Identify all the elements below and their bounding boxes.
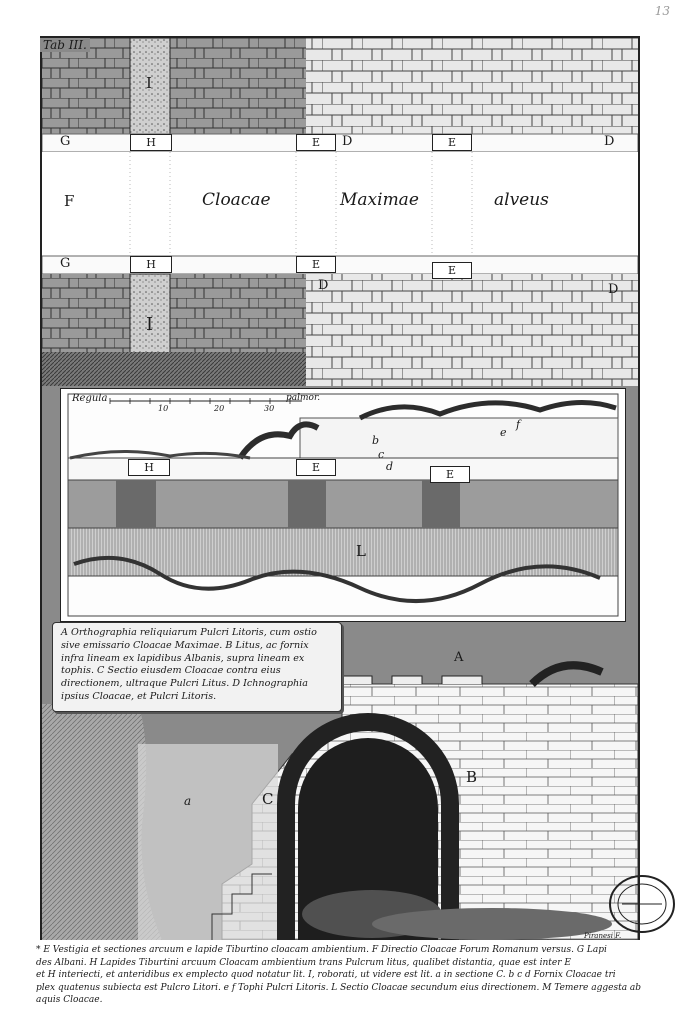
section-drawing bbox=[60, 388, 626, 622]
section-label-h: H bbox=[128, 459, 170, 476]
caption-line-3: et H interiecti, et anteridibus ex emplecto quod notatur lit. I, roborati, ut videre est lit. a in sectione C. b c d Fornix Cloacae tri bbox=[36, 970, 616, 980]
plan-label-h-bottom: H bbox=[130, 256, 172, 273]
plan-label-e-top-2: E bbox=[432, 134, 472, 151]
section-label-l: L bbox=[356, 542, 366, 560]
plan-drawing bbox=[42, 38, 638, 386]
engraved-plate bbox=[40, 36, 640, 940]
plan-label-d-bottom-1: D bbox=[318, 278, 329, 293]
signature: Piranesi F. bbox=[584, 932, 622, 940]
arch-letter-e: e bbox=[500, 426, 507, 439]
channel-word-maximae: Maximae bbox=[340, 190, 419, 210]
elevation-label-b: B bbox=[466, 768, 478, 786]
channel-word-cloacae: Cloacae bbox=[202, 190, 271, 210]
caption bbox=[36, 944, 644, 1007]
elevation-label-a-upper: A bbox=[454, 650, 464, 665]
scale-unit: palmor. bbox=[286, 393, 321, 403]
pillar-label-bottom: I bbox=[146, 314, 154, 335]
scale-tick-20: 20 bbox=[214, 404, 225, 413]
page-number: 13 bbox=[654, 4, 670, 18]
caption-line-2: des Albani. H Lapides Tiburtini arcuum Cloacam ambientium trans Pulcrum litus, qualibet distantia, quae est inter E bbox=[36, 957, 571, 968]
scale-tick-10: 10 bbox=[158, 404, 169, 413]
scale-tick-30: 30 bbox=[264, 404, 275, 413]
arch-letter-d: d bbox=[386, 460, 394, 473]
plan-label-e-bottom-1: E bbox=[296, 256, 336, 273]
section-label-e-1: E bbox=[296, 459, 336, 476]
caption-line-4: plex quatenus subiecta est Pulcro Litori. e f Tophi Pulcri Litoris. L Sectio Cloacae secundum eius directionem. M Temere aggesta ab aquis Cloacae. bbox=[36, 982, 642, 1005]
pillar-label-top: I bbox=[146, 74, 152, 92]
plan-label-e-top-1: E bbox=[296, 134, 336, 151]
plan-label-d-top-1: D bbox=[342, 134, 353, 149]
plan-label-f: F bbox=[64, 192, 75, 210]
section-label-e-2: E bbox=[430, 466, 470, 483]
legend-scroll-text: A Orthographia reliquiarum Pulcri Litoris, cum ostio sive emissario Cloacae Maximae. B Litus, ac fornix infra lineam ex lapidibus Albanis, supra lineam ex tophis. C Sectio eiusdem Cloacae contra eius directionem, ultraque Pulcri Litus. D Ichnographia ipsius Cloacae, et Pulcri Litoris. bbox=[61, 627, 317, 702]
arch-letter-b: b bbox=[372, 434, 380, 447]
plan-label-g-bottom: G bbox=[60, 256, 71, 271]
plan-label-e-bottom-2: E bbox=[432, 262, 472, 279]
scale-label: Regula bbox=[72, 393, 108, 404]
arch-letter-f: f bbox=[516, 418, 521, 431]
caption-line-1: * E Vestigia et sectiones arcuum e lapide Tiburtino cloacam ambientium. F Directio Cloacae Forum Romanum versus. G Lapi bbox=[36, 945, 607, 955]
channel-word-alveus: alveus bbox=[494, 190, 549, 210]
arch-letter-c: c bbox=[378, 448, 385, 461]
plate-title: Tab III. bbox=[40, 38, 90, 52]
legend-scroll bbox=[52, 622, 342, 712]
elevation-label-a-lower: a bbox=[184, 794, 192, 808]
plan-label-g-top: G bbox=[60, 134, 71, 149]
elevation-label-c: C bbox=[262, 790, 274, 808]
plan-label-h-top: H bbox=[130, 134, 172, 151]
plan-label-d-top-2: D bbox=[604, 134, 615, 149]
plan-label-d-bottom-2: D bbox=[608, 282, 619, 297]
library-stamp bbox=[606, 872, 676, 936]
